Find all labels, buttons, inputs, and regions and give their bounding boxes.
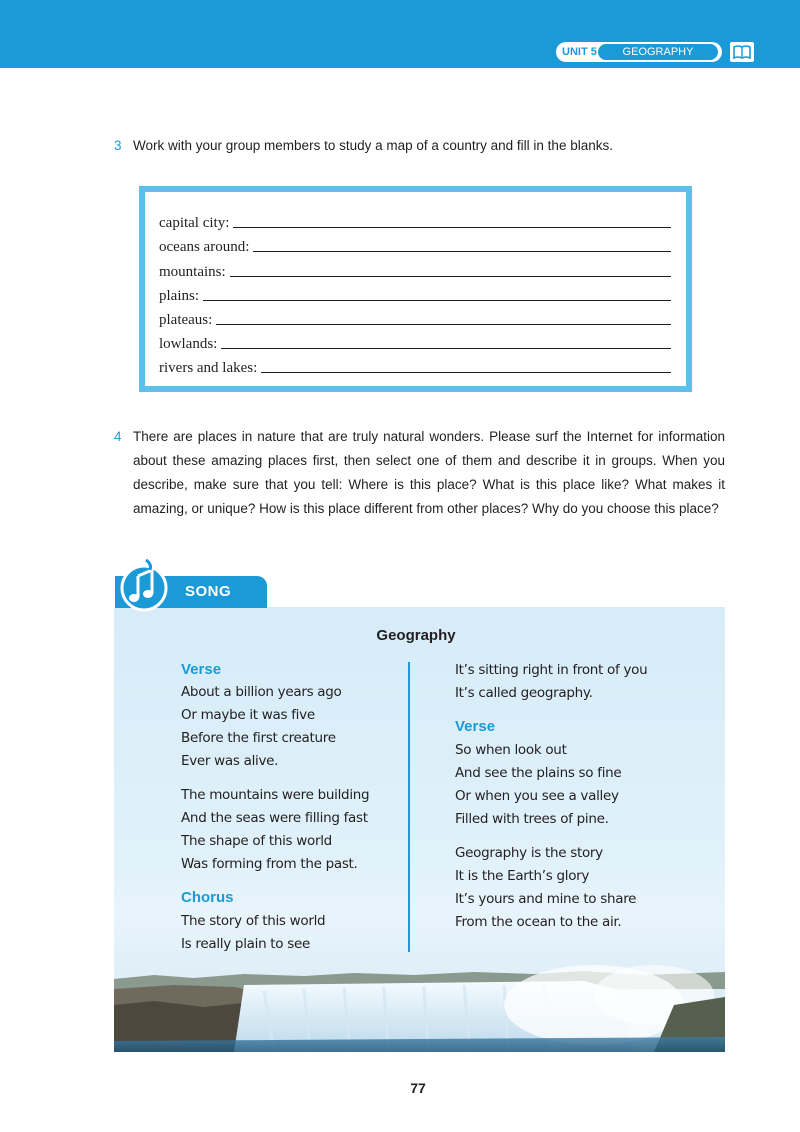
blank-label: plateaus: xyxy=(159,312,213,328)
lyric-line: Geography is the story xyxy=(455,845,603,861)
blank-row[interactable] xyxy=(159,329,671,353)
lyric-line: So when look out xyxy=(455,742,567,758)
blank-label: lowlands: xyxy=(159,336,218,352)
lyric-line: The story of this world xyxy=(181,913,326,929)
lyric-line: And the seas were filling fast xyxy=(181,810,368,826)
activity-3-number: 3 xyxy=(114,138,122,153)
chorus-heading: Chorus xyxy=(181,889,234,906)
activity-4-line: describe, make sure that you tell: Where is this place? What is this place like? What makes it xyxy=(133,477,725,492)
activity-4-number: 4 xyxy=(114,429,122,444)
unit-topic: GEOGRAPHY xyxy=(598,44,718,60)
song-title: Geography xyxy=(376,627,456,644)
blank-label: rivers and lakes: xyxy=(159,360,258,376)
blank-line[interactable] xyxy=(233,227,671,228)
unit-label: UNIT 5 xyxy=(562,46,597,58)
blank-line[interactable] xyxy=(216,324,671,325)
blank-row[interactable] xyxy=(159,305,671,329)
lyric-line: The mountains were building xyxy=(181,787,370,803)
lyric-line: The shape of this world xyxy=(181,833,332,849)
blank-line[interactable] xyxy=(203,300,671,301)
lyric-line: About a billion years ago xyxy=(181,684,342,700)
blank-row[interactable] xyxy=(159,257,671,281)
activity-3-instruction: Work with your group members to study a map of a country and fill in the blanks. xyxy=(133,138,613,153)
song-tab-label: SONG xyxy=(185,583,232,600)
verse-heading: Verse xyxy=(455,718,496,735)
page-number: 77 xyxy=(410,1080,426,1096)
lyric-line: It’s called geography. xyxy=(455,685,593,701)
blank-line[interactable] xyxy=(253,251,671,252)
blank-line[interactable] xyxy=(221,348,671,349)
waterfall-illustration xyxy=(114,945,725,1052)
lyric-line: Ever was alive. xyxy=(181,753,279,769)
column-divider xyxy=(408,662,410,952)
lyric-line: It’s yours and mine to share xyxy=(455,891,637,907)
blank-label: oceans around: xyxy=(159,239,250,255)
blank-label: capital city: xyxy=(159,215,230,231)
lyric-line: From the ocean to the air. xyxy=(455,914,622,930)
lyric-line: Or when you see a valley xyxy=(455,788,619,804)
blank-line[interactable] xyxy=(230,276,671,277)
lyric-line: Was forming from the past. xyxy=(181,856,358,872)
fill-in-blanks-box xyxy=(139,186,692,392)
blank-row[interactable] xyxy=(159,208,671,232)
blank-label: mountains: xyxy=(159,264,226,280)
lyric-line: Before the first creature xyxy=(181,730,336,746)
music-note-icon xyxy=(118,556,170,612)
blank-label: plains: xyxy=(159,288,199,304)
lyric-line: It’s sitting right in front of you xyxy=(455,662,648,678)
lyric-line: It is the Earth’s glory xyxy=(455,868,590,884)
activity-4-line: There are places in nature that are truly natural wonders. Please surf the Internet for information xyxy=(133,429,725,444)
activity-4-line: about these amazing places first, then select one of them and describe it in groups. When you xyxy=(133,453,725,468)
verse-heading: Verse xyxy=(181,661,222,678)
activity-4-line: amazing, or unique? How is this place different from other places? Why do you choose this place? xyxy=(133,501,719,516)
blank-line[interactable] xyxy=(261,372,671,373)
lyric-line: Or maybe it was five xyxy=(181,707,315,723)
lyric-line: Is really plain to see xyxy=(181,936,311,952)
blank-row[interactable] xyxy=(159,353,671,377)
blank-row[interactable] xyxy=(159,281,671,305)
lyric-line: Filled with trees of pine. xyxy=(455,811,609,827)
book-icon xyxy=(728,40,756,64)
lyric-line: And see the plains so fine xyxy=(455,765,622,781)
blank-row[interactable] xyxy=(159,232,671,256)
